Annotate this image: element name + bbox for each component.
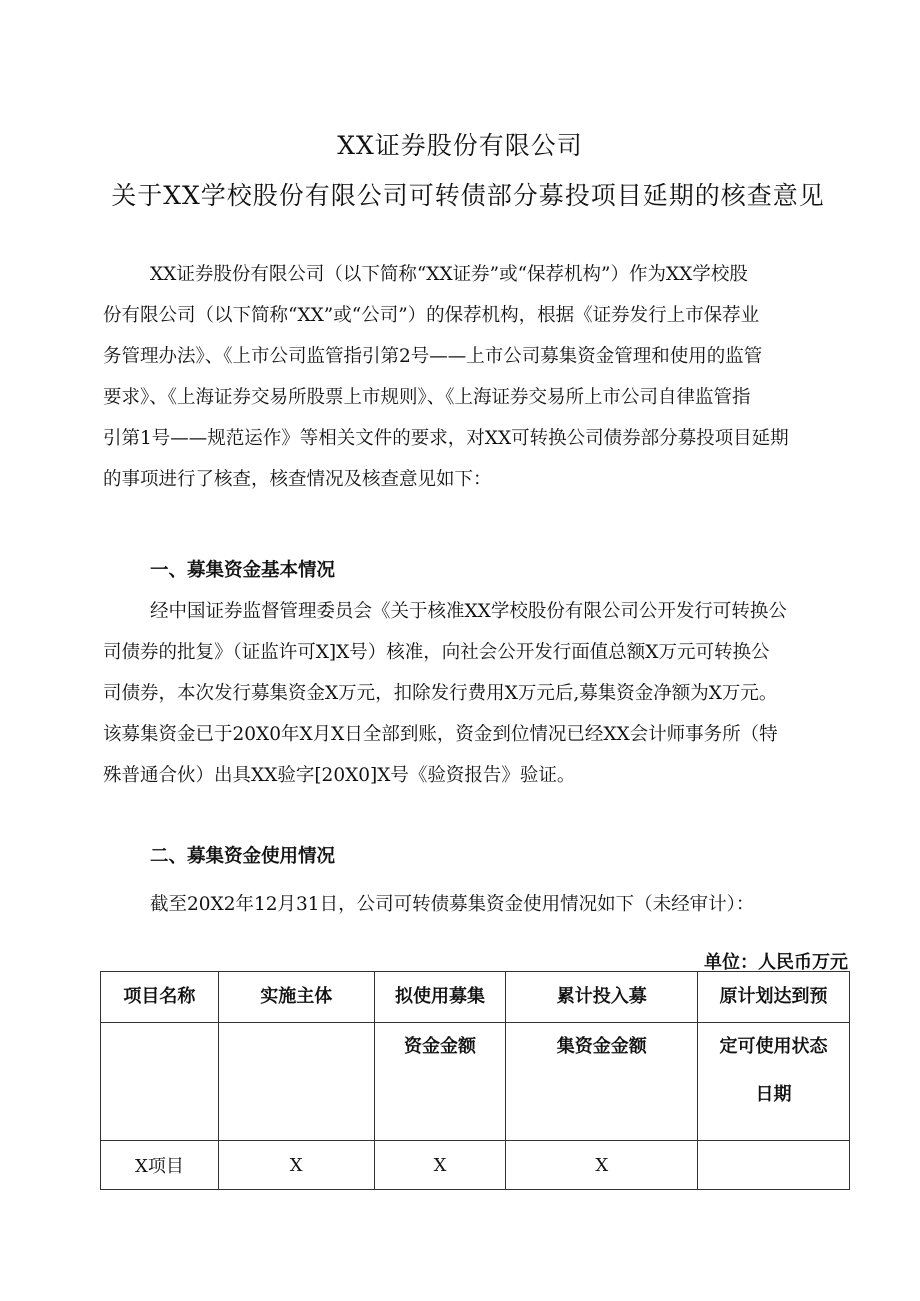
paragraph-line: 经中国证券监督管理委员会《关于核准XX学校股份有限公司公开发行可转换公 xyxy=(150,601,787,622)
section-2-paragraph xyxy=(103,884,853,925)
table-cell: X项目 xyxy=(101,1141,219,1190)
table-header-row xyxy=(101,972,850,1023)
section-heading: 一、募集资金基本情况 xyxy=(150,560,336,581)
paragraph-line: 的事项进行了核查，核查情况及核查意见如下： xyxy=(103,469,492,490)
table-cell: X xyxy=(374,1141,506,1190)
paragraph-line: XX证券股份有限公司（以下简称“XX证券”或“保荐机构”）作为XX学校股 xyxy=(150,264,748,285)
table-header-cell xyxy=(101,1023,219,1141)
table-header-cell: 实施主体 xyxy=(218,972,374,1023)
section-2 xyxy=(103,836,853,877)
paragraph-line: 截至20X2年12月31日，公司可转债募集资金使用情况如下（未经审计）： xyxy=(150,894,755,915)
table-header-cell: 项目名称 xyxy=(101,972,219,1023)
table-header-row-continued xyxy=(101,1023,850,1141)
intro-paragraph xyxy=(103,254,853,500)
document-title-subject: 关于XX学校股份有限公司可转债部分募投项目延期的核查意见 xyxy=(111,181,825,210)
paragraph-line: 司债券，本次发行募集资金X万元，扣除发行费用X万元后,募集资金净额为X万元。 xyxy=(103,683,778,704)
paragraph-line: 引第1号——规范运作》等相关文件的要求，对XX可转换公司债券部分募投项目延期 xyxy=(103,428,789,449)
paragraph-line: 殊普通合伙）出具XX验字[20X0]X号《验资报告》验证。 xyxy=(103,765,576,786)
table-header-cell: 累计投入募 xyxy=(506,972,698,1023)
paragraph-line: 司债券的批复》（证监许可X]X号）核准，向社会公开发行面值总额X万元可转换公 xyxy=(103,642,770,663)
table-row xyxy=(101,1141,850,1190)
table-header-cell: 集资金金额 xyxy=(506,1023,698,1141)
unit-label: 单位：人民币万元 xyxy=(704,952,848,973)
table-header-cell: 资金金额 xyxy=(374,1023,506,1141)
section-1 xyxy=(103,550,853,591)
paragraph-line: 务管理办法》、《上市公司监管指引第2号——上市公司募集资金管理和使用的监管 xyxy=(103,346,763,367)
table-cell: X xyxy=(218,1141,374,1190)
paragraph-line: 要求》、《上海证券交易所股票上市规则》、《上海证券交易所上市公司自律监管指 xyxy=(103,387,751,408)
section-heading: 二、募集资金使用情况 xyxy=(150,846,336,867)
table-cell: X xyxy=(506,1141,698,1190)
document-title-company: XX证券股份有限公司 xyxy=(337,131,583,160)
table-header-cell: 原计划达到预 xyxy=(698,972,850,1023)
section-1-paragraph xyxy=(103,591,853,796)
fund-usage-table xyxy=(100,971,850,1190)
paragraph-line: 份有限公司（以下简称“XX”或“公司”）的保荐机构，根据《证券发行上市保荐业 xyxy=(103,305,760,326)
paragraph-line: 该募集资金已于20X0年X月X日全部到账，资金到位情况已经XX会计师事务所（特 xyxy=(103,724,778,745)
table-cell xyxy=(698,1141,850,1190)
table-header-cell: 定可使用状态 日期 xyxy=(698,1023,850,1141)
table-header-cell: 拟使用募集 xyxy=(374,972,506,1023)
table-header-cell xyxy=(218,1023,374,1141)
